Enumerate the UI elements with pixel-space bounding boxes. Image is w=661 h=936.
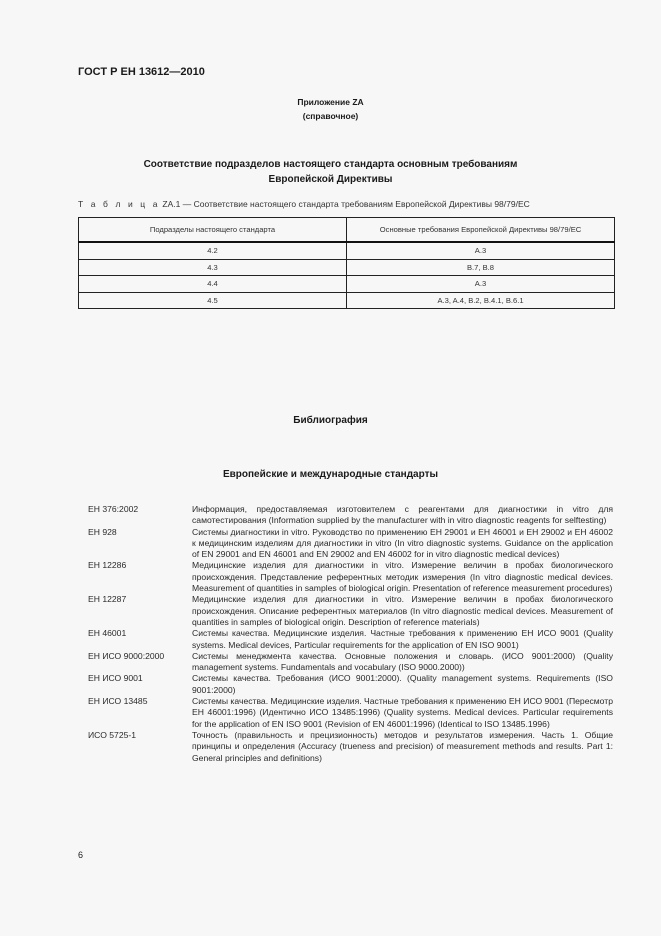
reference-code: ЕН ИСО 9000:2000 [88,650,165,661]
bibliography-subtitle: Европейские и международные стандарты [222,469,439,480]
reference-code: ЕН 928 [88,526,117,537]
reference-item [88,560,613,594]
table-header-cell: Подразделы настоящего стандарта [79,218,347,243]
reference-code: ИСО 5725-1 [88,729,137,740]
reference-item [88,527,613,561]
reference-text: Медицинские изделия для диагностики in vitro. Измерение величин в пробах биологического происхождения. Описание референтных материалов (In vitro diagnostic medical devices. Measurement of quantities in samples of biological origin. Description of reference materials) [192,594,613,627]
table-caption-text: ZA.1 — Соответствие настоящего стандарта требованиям Европейской Директивы 98/79/EC [160,199,530,209]
document-code: ГОСТ Р ЕН 13612—2010 [78,66,205,78]
section-title [0,157,661,187]
table-row [79,276,615,293]
reference-code: ЕН 376:2002 [88,504,139,514]
reference-text: Медицинские изделия для диагностики in vitro. Измерение величин в пробах биологического происхождения. Представление референтных методик измерения (In vitro diagnostic medical devices. Measurement of quantities in samples of biological origin. Presentation of reference measurement procedures) [192,560,613,594]
bibliography-title: Библиография [293,415,368,426]
table-caption [78,199,530,209]
table-cell: 4.2 [79,242,347,259]
annex-title: Приложение ZA [297,97,364,107]
annex-subtitle: (справочное) [302,111,359,121]
table-row [79,259,615,276]
table-cell: A.3 [347,242,615,259]
table-cell: A.3, A.4, B.2, B.4.1, B.6.1 [347,292,615,309]
table-caption-prefix: Т а б л и ц а [78,199,161,209]
reference-item [88,673,613,696]
reference-text: Системы качества. Медицинские изделия. Частные требования к применению ЕН ИСО 9001 (Пересмотр ЕН 46001:1996) (Идентично ИСО 13485:1996) (Quality systems. Medical devices. Particular requirements for the application of EN ISO 9001 (Revision of EN 46001:1996) (Identical to ISO 13485.1996) [192,696,613,729]
correspondence-table [78,217,615,309]
reference-list [88,504,613,764]
table-cell: A.3 [347,276,615,293]
annex-heading [0,95,661,123]
reference-code: ЕН 12287 [88,594,127,605]
table-row [79,292,615,309]
table-header-cell: Основные требования Европейской Директивы 98/79/EC [347,218,615,243]
reference-code: ЕН ИСО 9001 [88,673,143,684]
reference-text: Точность (правильность и прецизионность) методов и результатов измерения. Часть 1. Общие принципы и определения (Accuracy (trueness and precision) of measurement methods and results. Part 1: General principles and definitions) [192,729,613,763]
section-title-line1: Соответствие подразделов настоящего стандарта основным требованиям [143,159,518,170]
reference-code: ЕН 46001 [88,628,127,639]
reference-code: ЕН ИСО 13485 [88,696,148,707]
reference-item [88,594,613,628]
reference-item [88,696,613,730]
table-header-row [79,218,615,243]
table-row [79,242,615,259]
table-cell: 4.3 [79,259,347,276]
reference-text: Информация, предоставляемая изготовителем с реагентами для диагностики in vitro для самотестирования (Information supplied by the manufacturer with in vitro diagnostic reagents for selftesting) [192,504,613,526]
reference-text: Системы менеджмента качества. Основные положения и словарь. (ИСО 9001:2000) (Quality management systems. Fundamentals and vocabulary (ISO 9000.2000)) [192,650,613,673]
page-number: 6 [78,850,84,860]
reference-code: ЕН 12286 [88,560,127,571]
table-cell: B.7, B.8 [347,259,615,276]
reference-item [88,651,613,674]
reference-text: Системы качества. Медицинские изделия. Частные требования к применению ЕН ИСО 9001 (Quality systems. Medical devices, Particular requirements for the application of EN ISO 9001) [192,628,613,650]
reference-text: Системы диагностики in vitro. Руководство по применению ЕН 29001 и ЕН 46001 и ЕН 29002 и ЕН 46002 к медицинским изделиям для диагностики in vitro (In vitro diagnostic systems. Guidance on the application of EN 29001 and EN 46001 and EN 29002 and EN 46002 for in vitro diagnostic medical devices) [192,526,613,560]
table-cell: 4.4 [79,276,347,293]
reference-item [88,628,613,651]
reference-item [88,504,613,527]
reference-item [88,730,613,764]
table-cell: 4.5 [79,292,347,309]
section-title-line2: Европейской Директивы [268,174,393,185]
reference-text: Системы качества. Требования (ИСО 9001:2000). (Quality management systems. Requirements (ISO 9001:2000) [192,673,613,695]
